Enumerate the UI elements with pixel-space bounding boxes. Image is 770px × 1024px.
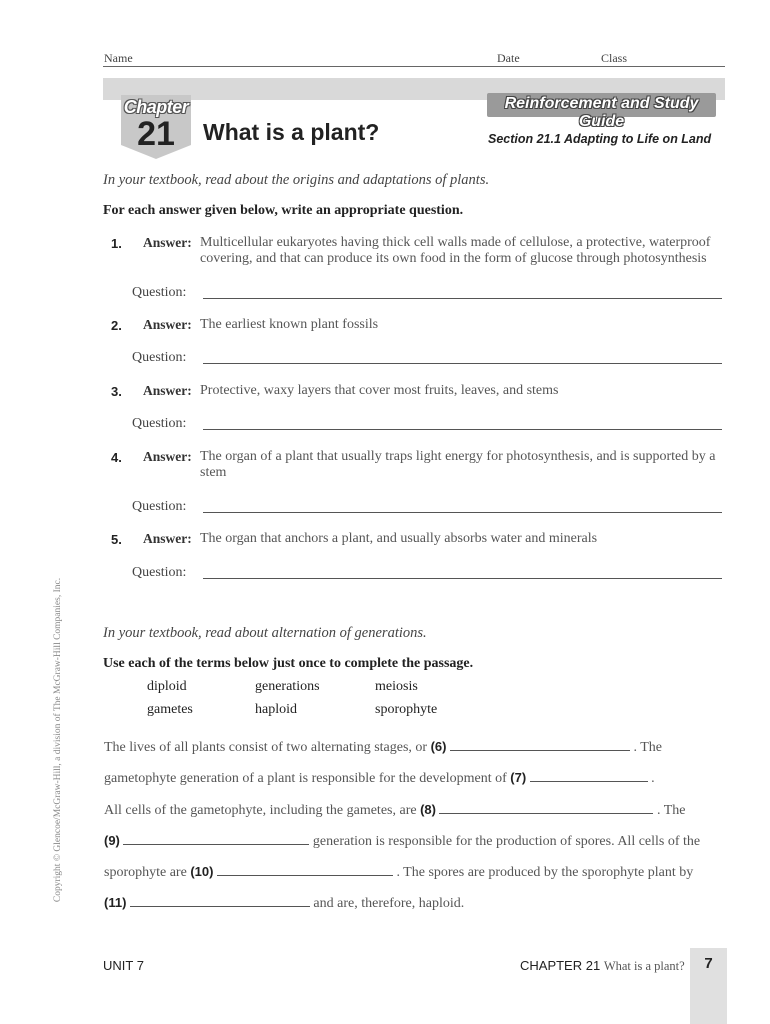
footer-chapter-label: CHAPTER 21 (520, 958, 601, 973)
passage-text: All cells of the gametophyte, including the gametes, are (104, 803, 417, 818)
chapter-number: 21 (137, 115, 175, 153)
term-generations: generations (255, 679, 320, 694)
passage-line (104, 768, 724, 787)
passage-text: . The (633, 740, 662, 755)
class-label: Class (601, 51, 628, 65)
name-label: Name (104, 51, 133, 65)
passage-line (104, 893, 724, 912)
passage-line (104, 862, 724, 881)
question-label: Question: (132, 499, 187, 514)
item-number: 5. (111, 532, 122, 547)
answer-label: Answer: (143, 383, 192, 398)
term-sporophyte: sporophyte (375, 702, 438, 717)
blank-11[interactable] (130, 893, 310, 907)
answer-text: The organ of a plant that usually traps light energy for photosynthesis, and is supported by a stem (200, 449, 716, 480)
blank-number: (7) (510, 770, 527, 785)
item-number: 3. (111, 384, 122, 399)
page-title: What is a plant? (203, 119, 380, 145)
blank-number: (9) (104, 833, 120, 848)
question-answer-line[interactable] (203, 363, 722, 364)
passage-line (104, 800, 724, 819)
question-label: Question: (132, 565, 187, 580)
passage-text: gametophyte generation of a plant is responsible for the development of (104, 771, 507, 786)
blank-10[interactable] (217, 862, 393, 876)
passage-text: sporophyte are (104, 865, 187, 880)
part2-intro: In your textbook, read about alternation of generations. (103, 625, 427, 641)
term-diploid: diploid (147, 679, 187, 694)
passage-text: and are, therefore, haploid. (313, 896, 465, 911)
answer-label: Answer: (143, 531, 192, 546)
passage-text: . The spores are produced by the sporophyte plant by (396, 865, 694, 880)
blank-number: (6) (430, 739, 447, 754)
term-meiosis: meiosis (375, 679, 418, 694)
question-answer-line[interactable] (203, 429, 722, 430)
blank-9[interactable] (123, 831, 309, 845)
footer-chapter (520, 958, 685, 974)
footer-chapter-title: What is a plant? (603, 959, 685, 973)
answer-text: Multicellular eukaryotes having thick cell walls made of cellulose, a protective, waterproof covering, and that can produce its own food in the form of glucose through photosynthesis (200, 235, 711, 266)
header-rule (103, 66, 725, 67)
part1-intro: In your textbook, read about the origins and adaptations of plants. (103, 172, 490, 188)
section-label: Section 21.1 Adapting to Life on Land (488, 132, 712, 146)
passage-text: . The (656, 803, 686, 818)
term-haploid: haploid (255, 702, 297, 717)
answer-text: The organ that anchors a plant, and usually absorbs water and minerals (200, 531, 598, 546)
passage-text: . (651, 771, 655, 786)
guide-label: Reinforcement and Study Guide (504, 95, 699, 130)
question-answer-line[interactable] (203, 578, 722, 579)
question-label: Question: (132, 416, 187, 431)
item-number: 2. (111, 318, 122, 333)
passage-line (104, 831, 724, 850)
part1-instruction: For each answer given below, write an appropriate question. (103, 203, 464, 218)
item-number: 4. (111, 450, 122, 465)
question-label: Question: (132, 350, 187, 365)
term-gametes: gametes (147, 702, 193, 717)
passage-line (104, 737, 724, 756)
blank-number: (10) (190, 864, 214, 879)
blank-7[interactable] (530, 768, 648, 782)
answer-text: Protective, waxy layers that cover most fruits, leaves, and stems (200, 383, 559, 398)
question-answer-line[interactable] (203, 512, 722, 513)
question-label: Question: (132, 285, 187, 300)
blank-6[interactable] (450, 737, 630, 751)
item-number: 1. (111, 236, 122, 251)
answer-label: Answer: (143, 449, 192, 464)
chapter-word: Chapter (123, 97, 189, 117)
part2-instruction: Use each of the terms below just once to complete the passage. (103, 656, 474, 671)
copyright-notice: Copyright © Glencoe/McGraw-Hill, a division of The McGraw-Hill Companies, Inc. (53, 577, 63, 903)
blank-number: (11) (104, 895, 127, 910)
blank-8[interactable] (439, 800, 653, 814)
page-number: 7 (704, 955, 713, 972)
date-label: Date (497, 51, 520, 65)
answer-label: Answer: (143, 317, 192, 332)
answer-text: The earliest known plant fossils (200, 317, 379, 332)
passage-text: The lives of all plants consist of two alternating stages, or (104, 740, 428, 755)
passage-text: generation is responsible for the production of spores. All cells of the (312, 834, 701, 849)
question-answer-line[interactable] (203, 298, 722, 299)
blank-number: (8) (420, 802, 436, 817)
footer-unit: UNIT 7 (103, 958, 144, 973)
answer-label: Answer: (143, 235, 192, 250)
